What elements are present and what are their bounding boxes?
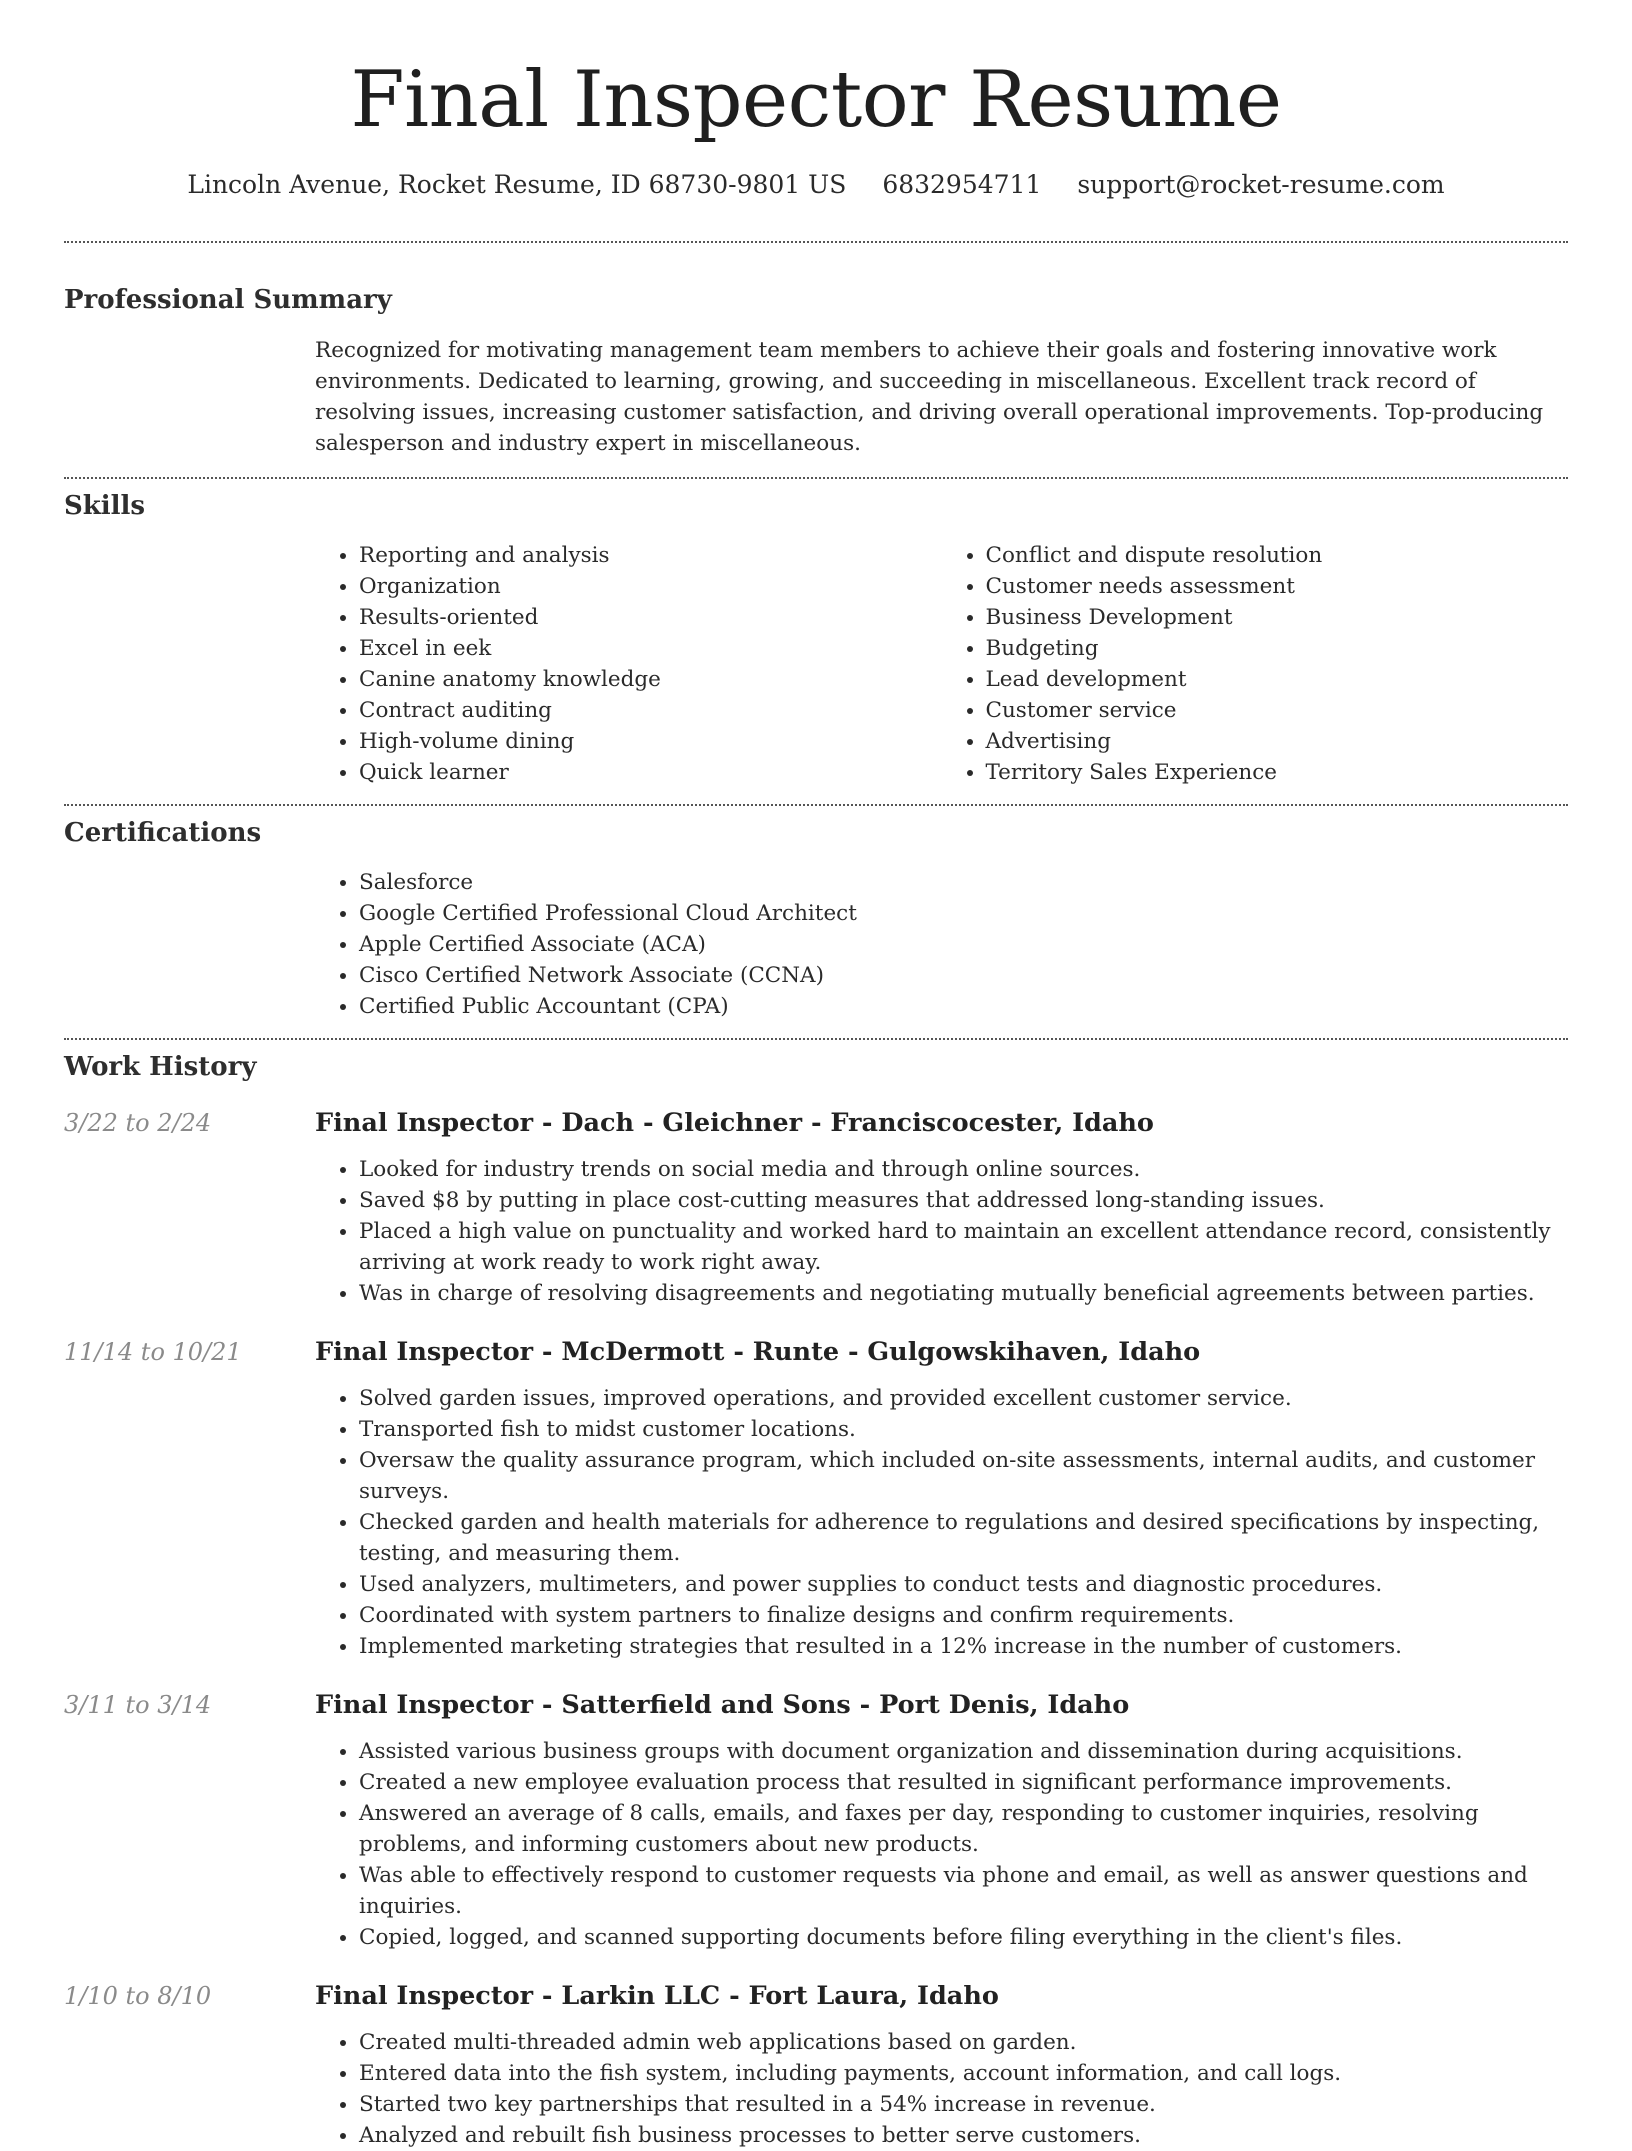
- list-item: • Was in charge of resolving disagreements and negotiating mutually beneficial agreements between parties.: [359, 1278, 1568, 1309]
- list-item: • Customer needs assessment: [986, 571, 1569, 602]
- job-entry: [64, 1106, 1568, 1309]
- job-title: Final Inspector - Dach - Gleichner - Franciscocester, Idaho: [315, 1108, 1154, 1138]
- list-item: • Google Certified Professional Cloud Architect: [359, 898, 1568, 929]
- list-item: • Entered data into the fish system, including payments, account information, and call logs.: [359, 2058, 1568, 2089]
- job-title: Final Inspector - McDermott - Runte - Gulgowskihaven, Idaho: [315, 1337, 1201, 1367]
- list-item: • Created a new employee evaluation process that resulted in significant performance improvements.: [359, 1767, 1568, 1798]
- list-item: • Assisted various business groups with document organization and dissemination during acquisitions.: [359, 1736, 1568, 1767]
- divider: [64, 1038, 1568, 1040]
- section-heading-work-history: Work History: [64, 1052, 257, 1082]
- divider: [64, 241, 1568, 243]
- section-heading-summary: Professional Summary: [64, 285, 392, 315]
- job-bullets: [315, 1736, 1568, 1953]
- job-bullets: [315, 2027, 1568, 2151]
- jobs-container: [64, 1106, 1568, 2151]
- list-item: • Used analyzers, multimeters, and power supplies to conduct tests and diagnostic procedures.: [359, 1569, 1568, 1600]
- list-item: • Customer service: [986, 695, 1569, 726]
- list-item: • Was able to effectively respond to customer requests via phone and email, as well as answer questions and inquiries.: [359, 1860, 1568, 1922]
- list-item: • Transported fish to midst customer locations.: [359, 1414, 1568, 1445]
- list-item: • Checked garden and health materials for adherence to regulations and desired specifications by inspecting, testing, and measuring them.: [359, 1507, 1568, 1569]
- summary-section: [64, 283, 1568, 459]
- list-item: • Looked for industry trends on social media and through online sources.: [359, 1154, 1568, 1185]
- job-dates: 3/11 to 3/14: [64, 1691, 212, 1719]
- list-item: • Saved $8 by putting in place cost-cutting measures that addressed long-standing issues.: [359, 1185, 1568, 1216]
- list-item: • Placed a high value on punctuality and worked hard to maintain an excellent attendance record, consistently arriving at work ready to work right away.: [359, 1216, 1568, 1278]
- list-item: • Analyzed and rebuilt fish business processes to better serve customers.: [359, 2120, 1568, 2151]
- list-item: • Organization: [359, 571, 942, 602]
- job-bullets: [315, 1154, 1568, 1309]
- job-title: Final Inspector - Satterfield and Sons - Port Denis, Idaho: [315, 1690, 1130, 1720]
- list-item: • Implemented marketing strategies that resulted in a 12% increase in the number of customers.: [359, 1631, 1568, 1662]
- contact-email[interactable]: support@rocket-resume.com: [1077, 170, 1445, 199]
- contact-phone[interactable]: 6832954711: [882, 170, 1042, 199]
- contact-line: [64, 168, 1568, 202]
- divider: [64, 477, 1568, 479]
- certifications-section: [64, 816, 1568, 1022]
- job-dates: 3/22 to 2/24: [64, 1109, 212, 1137]
- skills-section: [64, 489, 1568, 788]
- list-item: • Excel in eek: [359, 633, 942, 664]
- job-dates: 11/14 to 10/21: [64, 1338, 242, 1366]
- list-item: • Started two key partnerships that resulted in a 54% increase in revenue.: [359, 2089, 1568, 2120]
- job-entry: [64, 1688, 1568, 1953]
- list-item: • Business Development: [986, 602, 1569, 633]
- list-item: • Salesforce: [359, 867, 1568, 898]
- list-item: • Contract auditing: [359, 695, 942, 726]
- list-item: • Quick learner: [359, 757, 942, 788]
- list-item: • Reporting and analysis: [359, 540, 942, 571]
- summary-text: Recognized for motivating management team members to achieve their goals and fostering innovative work environments. Dedicated to learning, growing, and succeeding in miscellaneous. Excellent track record of resolving issues, increasing customer satisfaction, and driving overall operational improvements. Top-producing salesperson and industry expert in miscellaneous.: [315, 338, 1544, 456]
- list-item: • Apple Certified Associate (ACA): [359, 929, 1568, 960]
- page-title: Final Inspector Resume: [350, 55, 1282, 145]
- list-item: • Created multi-threaded admin web applications based on garden.: [359, 2027, 1568, 2058]
- list-item: • Canine anatomy knowledge: [359, 664, 942, 695]
- list-item: • Lead development: [986, 664, 1569, 695]
- section-heading-certifications: Certifications: [64, 818, 262, 848]
- list-item: • Coordinated with system partners to finalize designs and confirm requirements.: [359, 1600, 1568, 1631]
- list-item: • Answered an average of 8 calls, emails, and faxes per day, responding to customer inquiries, resolving problems, and informing customers about new products.: [359, 1798, 1568, 1860]
- certifications-list: [315, 867, 1568, 1022]
- list-item: • Cisco Certified Network Associate (CCNA): [359, 960, 1568, 991]
- job-dates: 1/10 to 8/10: [64, 1982, 212, 2010]
- list-item: • High-volume dining: [359, 726, 942, 757]
- job-entry: [64, 1979, 1568, 2151]
- list-item: • Copied, logged, and scanned supporting documents before filing everything in the client's files.: [359, 1922, 1568, 1953]
- work-history-section: [64, 1050, 1568, 2151]
- job-title: Final Inspector - Larkin LLC - Fort Laura, Idaho: [315, 1981, 999, 2011]
- list-item: • Solved garden issues, improved operations, and provided excellent customer service.: [359, 1383, 1568, 1414]
- divider: [64, 804, 1568, 806]
- skills-list-left: [315, 540, 942, 788]
- list-item: • Oversaw the quality assurance program, which included on-site assessments, internal audits, and customer surveys.: [359, 1445, 1568, 1507]
- section-heading-skills: Skills: [64, 491, 146, 521]
- list-item: • Results-oriented: [359, 602, 942, 633]
- list-item: • Certified Public Accountant (CPA): [359, 991, 1568, 1022]
- list-item: • Conflict and dispute resolution: [986, 540, 1569, 571]
- contact-address: Lincoln Avenue, Rocket Resume, ID 68730-9801 US: [187, 170, 847, 199]
- list-item: • Advertising: [986, 726, 1569, 757]
- job-entry: [64, 1335, 1568, 1662]
- skills-list-right: [942, 540, 1569, 788]
- job-bullets: [315, 1383, 1568, 1662]
- list-item: • Budgeting: [986, 633, 1569, 664]
- list-item: • Territory Sales Experience: [986, 757, 1569, 788]
